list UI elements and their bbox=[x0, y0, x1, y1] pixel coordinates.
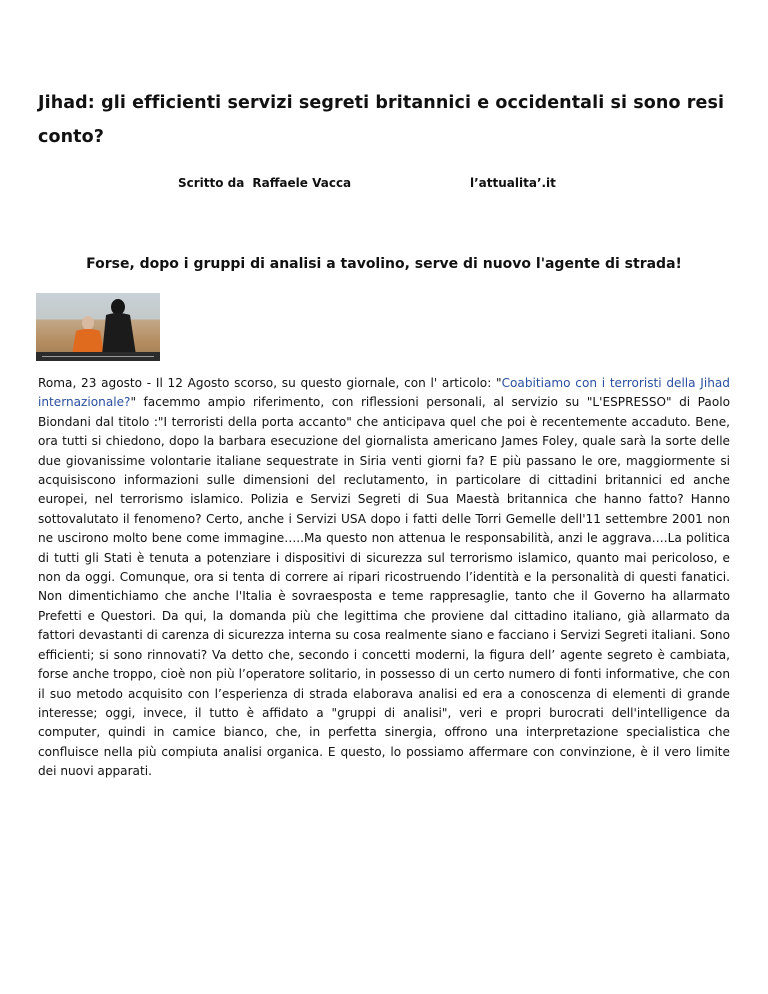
article-title: Jihad: gli efficienti servizi segreti britannici e occidentali si sono resi conto? bbox=[38, 93, 725, 147]
article-photo bbox=[36, 293, 160, 361]
byline-author: Raffaele Vacca bbox=[252, 176, 352, 190]
photo-figure-black-head bbox=[111, 299, 125, 315]
byline-prefix: Scritto da bbox=[178, 176, 245, 190]
photo-scene bbox=[36, 293, 160, 361]
article-subtitle: Forse, dopo i gruppi di analisi a tavolino, serve di nuovo l'agente di strada! bbox=[86, 256, 682, 272]
byline bbox=[0, 176, 768, 196]
byline-source: l’attualita’.it bbox=[470, 176, 556, 190]
byline-author-block bbox=[178, 176, 351, 190]
body-intro: Roma, 23 agosto - Il 12 Agosto scorso, su questo giornale, con l' articolo: " bbox=[38, 376, 502, 390]
photo-caption-text bbox=[42, 356, 154, 357]
photo-figure-head bbox=[82, 316, 94, 330]
article-body bbox=[38, 374, 730, 782]
body-main: " facemmo ampio riferimento, con riflessioni personali, al servizio su "L'ESPRESSO" di Paolo Biondani dal titolo :"I terroristi della porta accanto" che anticipava quel che poi è recentemente accaduto. Bene, ora tutti si chiedono, dopo la barbara esecuzione del giornalista americano James Foley, quale sarà la sorte delle due giovanissime volontarie italiane sequestrate in Siria venti giorni fa? E più passano le ore, maggiormente si acquisiscono informazioni sulle dimensioni del reclutamento, in particolare di cittadini britannici ed anche europei, nel terrorismo islamico. Polizia e Servizi Segreti di Sua Maestà britannica che hanno fatto? Hanno sottovalutato il fenomeno? Certo, anche i Servizi USA dopo i fatti delle Torri Gemelle dell'11 settembre 2001 non ne uscirono molto bene come immagine…..Ma questo non attenua le responsabilità, anzi le aggrava….La politica di tutti gli Stati è tenuta a potenziare i dispositivi di sicurezza sul terrorismo islamico, quanto mai pericoloso, e non da oggi. Comunque, ora si tenta di correre ai ripari ricostruendo l’identità e la personalità di questi fanatici. Non dimentichiamo che anche l'Italia è sovraesposta e teme rappresaglie, tanto che il Governo ha allarmato Prefetti e Questori. Da qui, la domanda più che legittima che proviene dal cittadino italiano, già allarmato da fattori devastanti di carenza di sicurezza interna su cosa realmente siano e facciano i Servizi Segreti italiani. Sono efficienti; si sono rinnovati? Va detto che, secondo i concetti moderni, la figura dell’ agente segreto è cambiata, forse anche troppo, cioè non più l’operatore solitario, in possesso di un certo numero di fonti informative, che con il suo metodo acquisito con l’esperienza di strada elaborava analisi ed era a conoscenza di elementi di grande interesse; oggi, invece, il tutto è affidato a "gruppi di analisi", veri e propri burocrati dell'intelligence da computer, quindi in camice bianco, che, in perfetta sinergia, offrono una interpretazione specialistica che confluisce nella più compiuta analisi organica. E questo, lo possiamo affermare con convinzione, è il vero limite dei nuovi apparati. bbox=[38, 395, 730, 779]
article-link[interactable]: Coabitiamo con i terroristi della Jihad internazionale? bbox=[38, 376, 730, 410]
photo-figure-black bbox=[102, 313, 136, 355]
photo-caption-bar bbox=[36, 352, 160, 361]
